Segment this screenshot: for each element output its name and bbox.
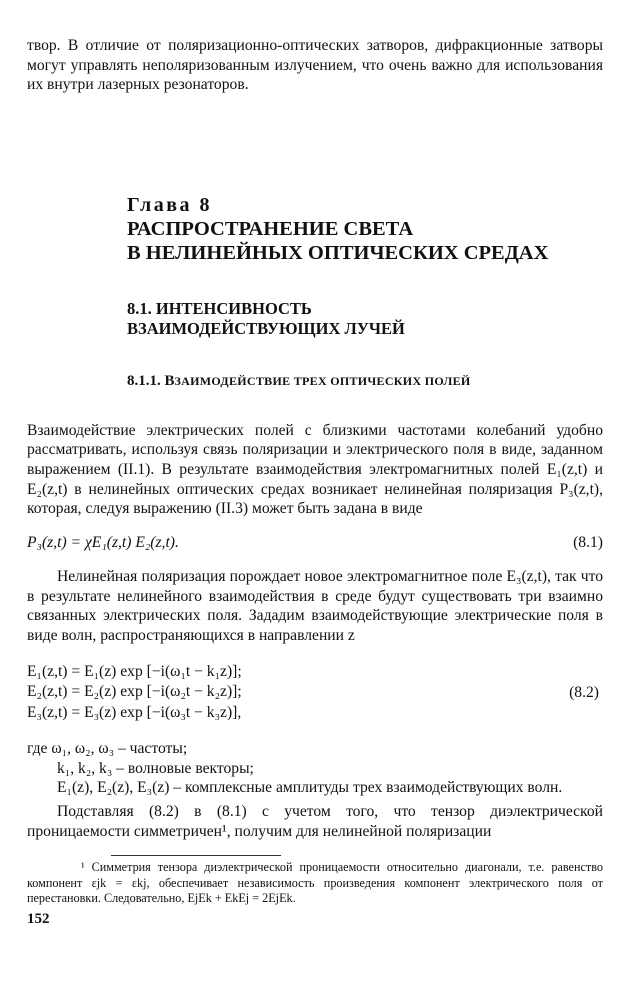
section-line1: 8.1. ИНТЕНСИВНОСТЬ — [127, 298, 312, 318]
equation-8-2-line1: E₁(z,t) = E₁(z) exp [−i(ω₁t − k₁z)]; — [27, 662, 242, 680]
equation-8-2 — [27, 662, 603, 724]
footnote: ¹ Симметрия тензора диэлектрической проницаемости относительно диагонали, т.е. равенство компонент εjk = εkj, обеспечивает независимость произведения компонент электрического поля от перестановки. Следовательно, EjEk + EkEj = 2EjEk. — [27, 860, 603, 906]
intro-paragraph: твор. В отличие от поляризационно-оптических затворов, дифракционные затворы могут управлять неполяризованным излучением, что очень важно для использования их внутри лазерных резонаторов. — [27, 37, 603, 94]
definition-wave-vectors: k₁, k₂, k₃ – волновые векторы; — [57, 759, 254, 777]
chapter-number: Глава 8 — [127, 193, 212, 216]
paragraph-3: Подставляя (8.2) в (8.1) с учетом того, что тензор диэлектрической проницаемости симметричен¹, получим для нелинейной поляризации — [27, 802, 603, 840]
definition-frequencies: где ω₁, ω₂, ω₃ – частоты; — [27, 740, 188, 758]
paragraph-2: Нелинейная поляризация порождает новое электромагнитное поле E₃(z,t), так что в результате нелинейного взаимодействия в среде будут существовать три взаимно связанных электрических поля. Зададим взаимодействующие электрические поля в виде волн, распространяющихся в направлении z — [27, 568, 603, 645]
equation-8-2-number: (8.2) — [569, 683, 599, 701]
subsection-first-letter: В — [164, 372, 175, 389]
chapter-title-line1: РАСПРОСТРАНЕНИЕ СВЕТА — [127, 217, 414, 240]
equation-8-2-line3: E₃(z,t) = E₃(z) exp [−i(ω₃t − k₃z)], — [27, 703, 242, 721]
definition-amplitudes: E₁(z), E₂(z), E₃(z) – комплексные амплитуды трех взаимодействующих волн. — [57, 779, 563, 797]
subsection-number: 8.1.1. — [127, 372, 165, 389]
subsection-heading — [27, 371, 603, 391]
definitions — [27, 739, 603, 798]
equation-8-1-text: P₃(z,t) = χE₁(z,t) E₂(z,t). — [27, 533, 179, 551]
section-line2: ВЗАИМОДЕЙСТВУЮЩИХ ЛУЧЕЙ — [127, 318, 405, 338]
equation-8-2-line2: E₂(z,t) = E₂(z) exp [−i(ω₂t − k₂z)]; — [27, 683, 242, 701]
section-heading — [27, 299, 603, 339]
page-content — [27, 36, 603, 928]
chapter-heading — [27, 193, 603, 265]
equation-8-1 — [27, 533, 603, 554]
paragraph-1: Взаимодействие электрических полей с близкими частотами колебаний удобно рассматривать, используя связь поляризации и электрического поля в виде, заданном выражением (II.1). В результате взаимодействия электромагнитных полей E₁(z,t) и E₂(z,t) в нелинейных оптических средах возникает нелинейная поляризация P₃(z,t), которая, следуя выражению (II.3) может быть задана в виде — [27, 421, 603, 518]
chapter-title-line2: В НЕЛИНЕЙНЫХ ОПТИЧЕСКИХ СРЕДАХ — [127, 241, 549, 264]
equation-8-1-number: (8.1) — [573, 533, 603, 551]
page-number: 152 — [27, 910, 50, 927]
footnote-rule — [111, 855, 281, 856]
subsection-title: ЗАИМОДЕЙСТВИЕ ТРЕХ ОПТИЧЕСКИХ ПОЛЕЙ — [174, 373, 471, 388]
